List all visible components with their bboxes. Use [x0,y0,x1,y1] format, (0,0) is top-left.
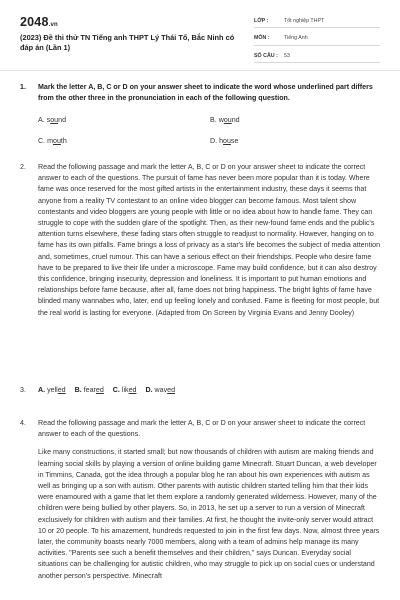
meta-row-grade [254,14,380,28]
option-d[interactable] [210,136,238,147]
meta-row-count [254,49,380,63]
option-text: nd [58,116,67,124]
question-4 [20,418,380,582]
option-text: s [46,116,51,124]
logo-suffix: .vn [48,22,58,28]
option-text: wav [154,386,168,394]
question-2 [20,162,380,319]
question-number: 2. [20,163,26,171]
exam-title: (2023) Đề thi thử TN Tiếng anh THPT Lý Thái Tổ, Bắc Ninh có đáp án (Lần 1) [20,33,235,52]
option-letter: B. [210,116,217,124]
option-a[interactable] [38,115,66,126]
meta-label: MÔN : [254,35,270,41]
option-a[interactable] [38,386,66,394]
question-passage: Read the following passage and mark the letter A, B, C or D on your answer sheet to indicate the correct answer to each of the questions. The pursuit of fame has never been more popular than it is today. Where fame was once reserved for the most gifted artists in the entertainment industry, these days it seems that anyone from a reality TV contestant to an online video blogger can become famous. Most talent show contestants and video bloggers are young people with little or no idea about how to handle fame. They can struggle to cope with the sudden glare of the spotlight. Then, as their new-found fame ends and the public's attention turns elsewhere, these fading stars often struggle to readjust to normality. However, hanging on to fame has its own pitfalls. Fame brings a loss of privacy as a star's life becomes the subject of media attention and, sometimes, cruel rumour. This can have a serious effect on their friendships. People who desire fame have to be prepared to live their life under a microscope. Fame may build confidence, but it can also destroy this confidence, bringing insecurity, depression and loneliness. It is important to put human emotions and relationships before fame because, after all, fame does not bring happiness. The bright lights of fame have blinded many wannabes who, later, end up feeling lonely and confused. Fame is fleeting for most people, but the real world is lasting for everyone. (Adapted from On Screen by Virginia Evans and Jenny Dooley) [38,163,381,317]
option-letter: C. [38,137,46,145]
option-d[interactable] [145,386,175,394]
option-letter: D. [145,386,153,394]
option-text: yell [47,386,58,394]
option-underlined: ou [223,116,232,124]
question-instruction: Read the following passage and mark the letter A, B, C or D on your answer sheet to indicate the correct answer to each of the questions. [38,419,366,439]
meta-label: LỚP : [254,17,269,24]
option-letter: D. [210,137,218,145]
option-letter: A. [38,116,45,124]
option-c[interactable] [38,136,67,147]
option-underlined: ou [53,137,61,145]
option-b[interactable] [75,386,104,394]
option-underlined: ed [128,386,137,394]
question-options [38,385,380,396]
logo-text: 2048 [20,15,49,29]
option-text: se [230,137,239,145]
page-header [0,0,400,64]
option-letter: A. [38,386,46,394]
question-number: 1. [20,83,26,91]
option-letter: B. [74,386,82,394]
option-text: h [219,137,224,145]
option-text: nd [231,116,240,124]
option-underlined: ou [50,116,59,124]
meta-value: Tiếng Anh [284,35,308,41]
option-b[interactable] [210,115,240,126]
meta-value: 53 [284,52,290,59]
option-underlined: ed [57,386,66,394]
option-letter: C. [112,386,120,394]
question-1 [20,82,380,162]
question-text: Mark the letter A, B, C or D on your answer sheet to indicate the word whose underlined part differs from the other three in the pronunciation in each of the following question. [38,83,373,103]
question-number: 4. [20,419,26,427]
meta-row-subject [254,32,380,46]
option-c[interactable] [113,386,137,394]
question-number: 3. [20,386,26,394]
option-text: m [47,137,53,145]
header-divider [0,70,400,71]
question-3 [20,385,380,396]
site-logo[interactable] [20,15,58,29]
question-passage: Like many constructions, it started small; but now thousands of children with autism are making friends and learning social skills by playing a version of online building game Minecraft. Stuart Duncan, a web developer in Timmins, Canada, got the idea through a popular blog he ran about his own experiences with autism as well as bringing up a son with autism. Other parents with autistic children started telling him that their kids were enamoured with a game that let them explore a randomly generated wilderness. However, many of the children were being bullied by other players. So, in 2013, he set up a server to run a version of Minecraft exclusively for children with autism and their families. At first, he thought the invite-only server would attract 10 or 20 people. To his amazement, hundreds requested to join in the first few days. Now, almost three years later, the community boasts nearly 7000 members, along with a team of admins help manage its many activities. "Parents see such a benefit themselves and their children," says Duncan. Everyday social situations can be challenging for autistic children, who may struggle to pick up on social cues or understand another person's perspective. Minecraft [38,448,380,580]
option-text: th [60,137,67,145]
option-underlined: ed [167,386,176,394]
meta-value: Tốt nghiệp THPT [284,17,325,24]
option-text: lik [121,386,129,394]
option-underlined: ou [223,137,231,145]
option-text: w [218,116,224,124]
exam-meta [254,14,380,67]
option-underlined: ed [95,386,104,394]
option-text: fear [83,386,96,394]
meta-label: SỐ CÂU : [254,52,278,59]
